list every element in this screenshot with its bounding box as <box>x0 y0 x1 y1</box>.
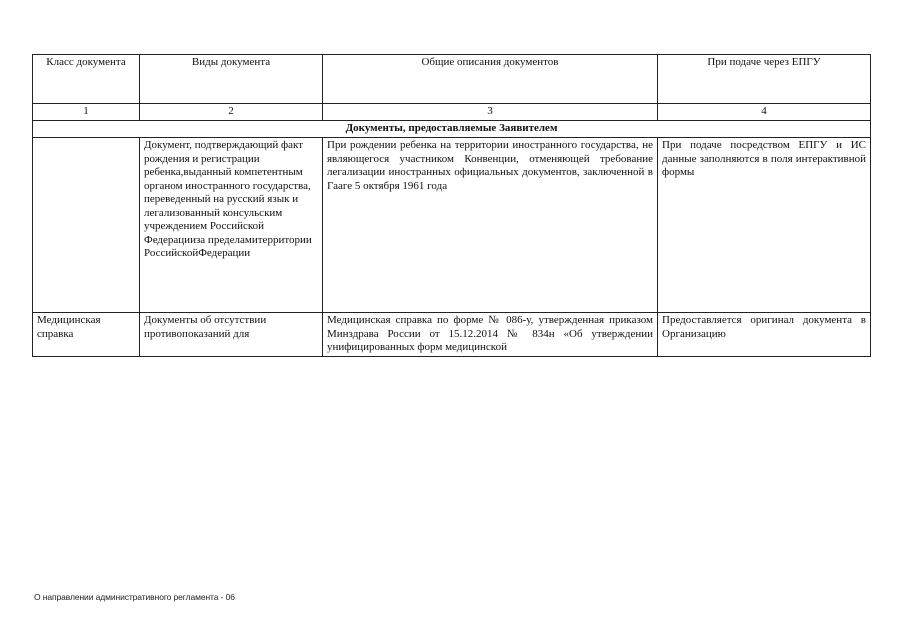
column-number: 4 <box>658 104 871 121</box>
table-row <box>33 138 871 313</box>
cell-type: Документ, подтверждающий факт рождения и регистрации ребенка,выданный компетентным органом иностранного государства, переведенный на русский язык и легализованный консульским учреждением Российской Федерацииза пределамитерритории РоссийскойФедерации <box>140 138 323 313</box>
table-row <box>33 313 871 357</box>
cell-class: Медицинская справка <box>33 313 140 357</box>
cell-epgu: При подаче посредством ЕПГУ и ИС данные заполняются в поля интерактивной формы <box>658 138 871 313</box>
documents-table <box>32 54 871 357</box>
cell-description: При рождении ребенка на территории иностранного государства, не являющегося участником Конвенции, отменяющей требование легализации иностранных официальных документов, заключенной в Гааге 5 октября 1961 года <box>323 138 658 313</box>
cell-class <box>33 138 140 313</box>
header-row <box>33 55 871 104</box>
header-class: Класс документа <box>33 55 140 104</box>
cell-description: Медицинская справка по форме № 086-у, утвержденная приказом Минздрава России от 15.12.2014 № 834н «Об утверждении унифицированных форм медицинской <box>323 313 658 357</box>
page-footer: О направлении административного регламента - 06 <box>34 592 235 602</box>
header-type: Виды документа <box>140 55 323 104</box>
column-number: 1 <box>33 104 140 121</box>
column-numbers-row <box>33 104 871 121</box>
column-number: 2 <box>140 104 323 121</box>
header-epgu: При подаче через ЕПГУ <box>658 55 871 104</box>
column-number: 3 <box>323 104 658 121</box>
cell-type: Документы об отсутствии противопоказаний для <box>140 313 323 357</box>
header-description: Общие описания документов <box>323 55 658 104</box>
section-title: Документы, предоставляемые Заявителем <box>33 121 871 138</box>
cell-epgu: Предоставляется оригинал документа в Организацию <box>658 313 871 357</box>
section-row <box>33 121 871 138</box>
